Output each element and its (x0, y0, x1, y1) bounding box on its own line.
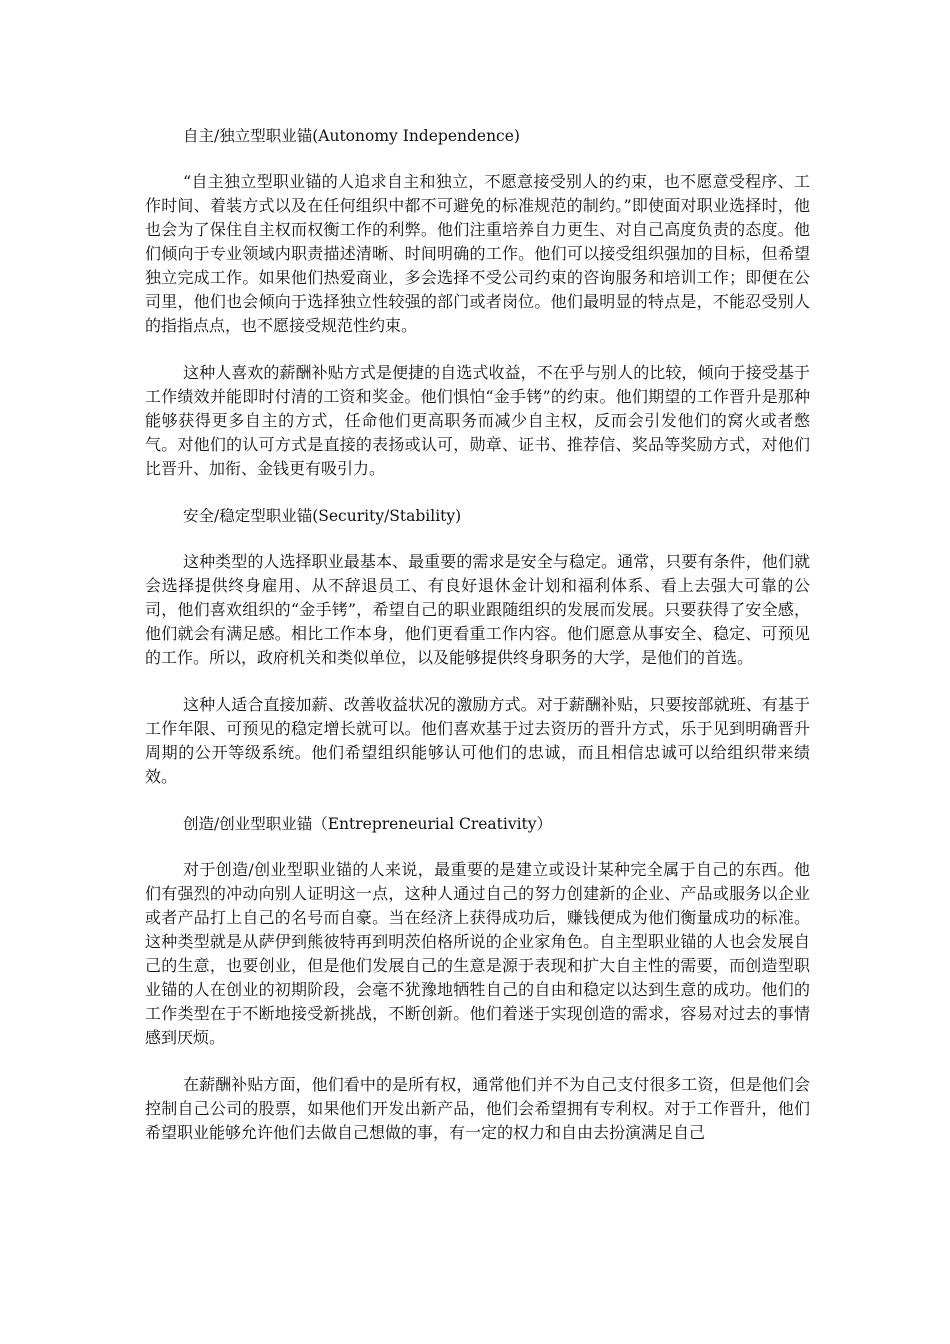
section-heading-autonomy: 自主/独立型职业锚(Autonomy Independence) (183, 127, 520, 145)
paragraph-autonomy-compensation: 这种人喜欢的薪酬补贴方式是便捷的自选式收益，不在乎与别人的比较，倾向于接受基于工作绩效并能即时付清的工资和奖金。他们惧怕“金手铐”的约束。他们期望的工作晋升是那种能够获得更多自主的方式，任命他们更高职务而减少自主权，反而会引发他们的窝火或者憋气。对他们的认可方式是直接的表扬或认可，勋章、证书、推荐信、奖品等奖励方式，对他们比晋升、加衔、金钱更有吸引力。 (145, 363, 810, 478)
paragraph-autonomy-definition: “自主独立型职业锚的人追求自主和独立，不愿意接受别人的约束，也不愿意受程序、工作时间、着装方式以及在任何组织中都不可避免的标准规范的制约。”即使面对职业选择时，他也会为了保住自主权而权衡工作的利弊。他们注重培养自力更生、对自己高度负责的态度。他们倾向于专业领域内职责描述清晰、时间明确的工作。他们可以接受组织强加的目标，但希望独立完成工作。如果他们热爱商业，多会选择不受公司约束的咨询服务和培训工作；即便在公司里，他们也会倾向于选择独立性较强的部门或者岗位。他们最明显的特点是，不能忍受别人的指指点点，也不愿接受规范性约束。 (145, 172, 810, 335)
paragraph-security-definition: 这种类型的人选择职业最基本、最重要的需求是安全与稳定。通常，只要有条件，他们就会选择提供终身雇用、从不辞退员工、有良好退休金计划和福利体系、看上去强大可靠的公司，他们喜欢组织的“金手铐”，希望自己的职业跟随组织的发展而发展。只要获得了安全感，他们就会有满足感。相比工作本身，他们更看重工作内容。他们愿意从事安全、稳定、可预见的工作。所以，政府机关和类似单位，以及能够提供终身职务的大学，是他们的首选。 (145, 552, 810, 667)
section-heading-security: 安全/稳定型职业锚(Security/Stability) (183, 507, 462, 525)
paragraph-entrepreneurial-definition: 对于创造/创业型职业锚的人来说，最重要的是建立或设计某种完全属于自己的东西。他们有强烈的冲动向别人证明这一点，这种人通过自己的努力创建新的企业、产品或服务以企业或者产品打上自己的名号而自豪。当在经济上获得成功后，赚钱便成为他们衡量成功的标准。这种类型就是从萨伊到熊彼特再到明茨伯格所说的企业家角色。自主型职业锚的人也会发展自己的生意，也要创业，但是他们发展自己的生意是源于表现和扩大自主性的需要，而创造型职业锚的人在创业的初期阶段，会毫不犹豫地牺牲自己的自由和稳定以达到生意的成功。他们的工作类型在于不断地接受新挑战，不断创新。他们着迷于实现创造的需求，容易对过去的事情感到厌烦。 (145, 860, 810, 1047)
section-heading-entrepreneurial: 创造/创业型职业锚（Entrepreneurial Creativity） (183, 815, 553, 833)
paragraph-entrepreneurial-compensation: 在薪酬补贴方面，他们看中的是所有权，通常他们并不为自己支付很多工资，但是他们会控制自己公司的股票，如果他们开发出新产品，他们会希望拥有专利权。对于工作晋升，他们希望职业能够允许他们去做自己想做的事，有一定的权力和自由去扮演满足自己 (145, 1075, 810, 1142)
paragraph-security-compensation: 这种人适合直接加薪、改善收益状况的激励方式。对于薪酬补贴，只要按部就班、有基于工作年限、可预见的稳定增长就可以。他们喜欢基于过去资历的晋升方式，乐于见到明确晋升周期的公开等级系统。他们希望组织能够认可他们的忠诚，而且相信忠诚可以给组织带来绩效。 (145, 695, 810, 786)
document-body (145, 124, 810, 1145)
